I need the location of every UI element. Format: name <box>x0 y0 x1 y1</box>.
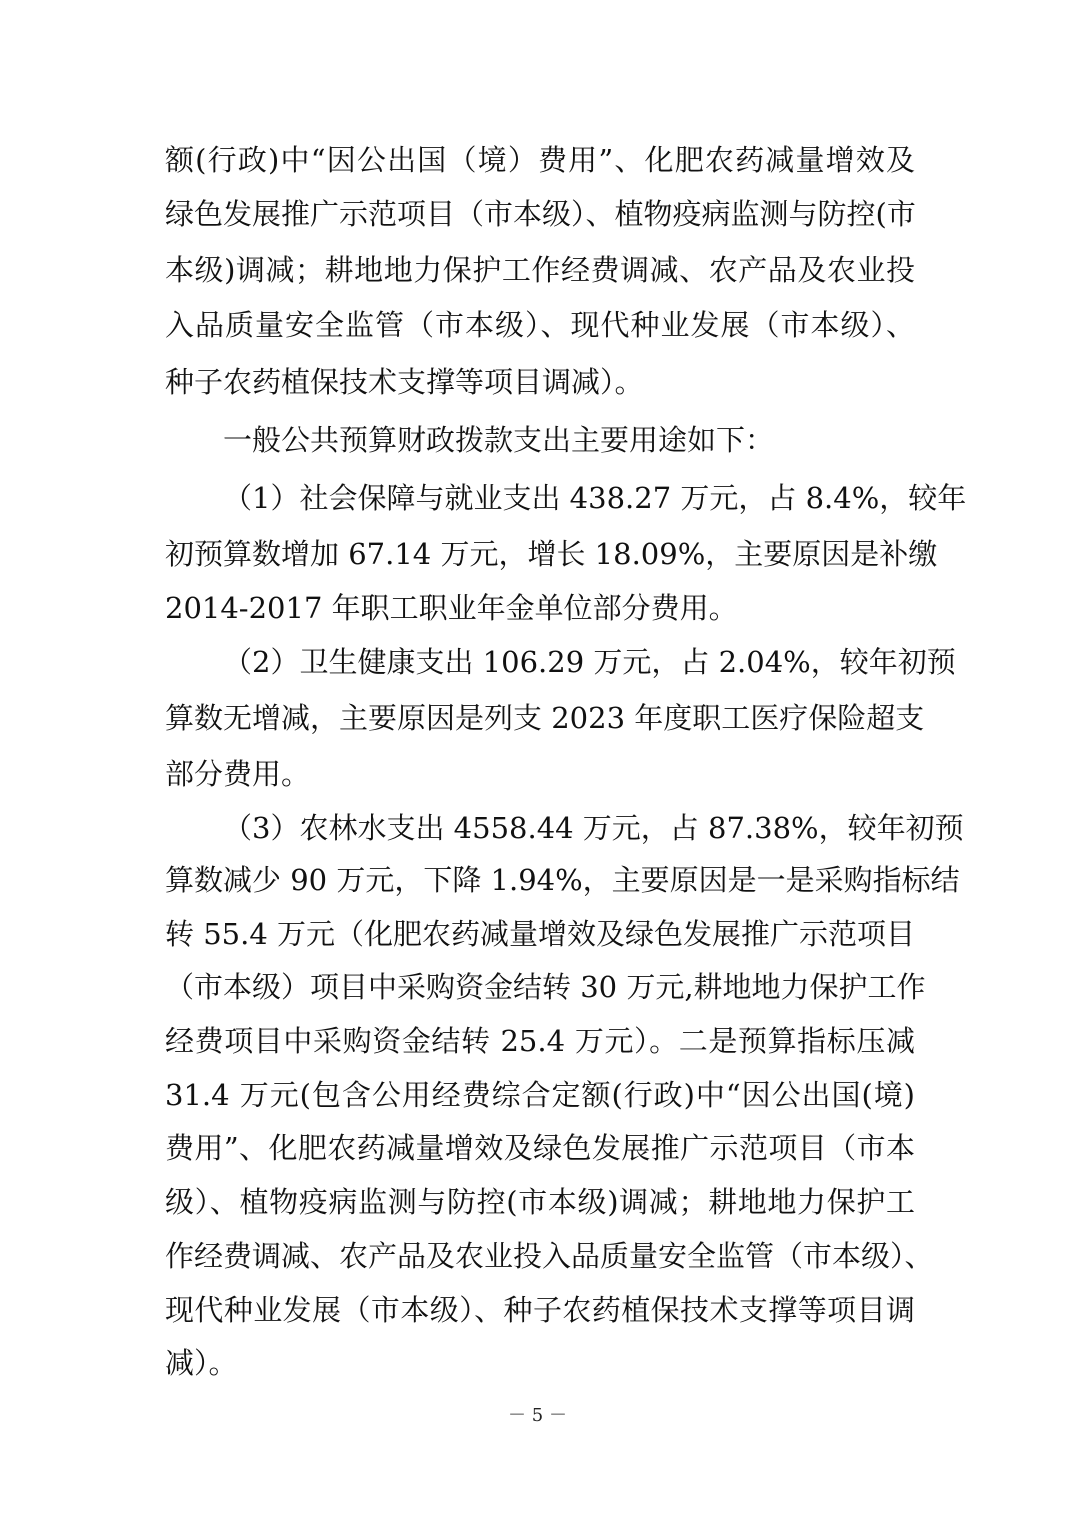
item-3-line-5: 经费项目中采购资金结转 25.4 万元）。二是预算指标压减 <box>165 1024 915 1058</box>
item-3-line-8: 级）、植物疫病监测与防控(市本级)调减；耕地地力保护工 <box>165 1185 915 1219</box>
item-3-line-11: 减）。 <box>165 1346 238 1380</box>
item-2-line-1: （2）卫生健康支出 106.29 万元，占 2.04%，较年初预 <box>223 645 956 679</box>
body-line-5: 种子农药植保技术支撑等项目调减）。 <box>165 365 644 399</box>
item-1-line-3: 2014-2017 年职工职业年金单位部分费用。 <box>165 591 738 625</box>
item-1-line-1: （1）社会保障与就业支出 438.27 万元，占 8.4%，较年 <box>223 481 967 515</box>
paragraph-intro: 一般公共预算财政拨款支出主要用途如下： <box>223 423 775 457</box>
item-3-line-7: 费用”、化肥农药减量增效及绿色发展推广示范项目（市本 <box>165 1131 915 1165</box>
item-3-line-10: 现代种业发展（市本级）、种子农药植保技术支撑等项目调 <box>165 1293 915 1327</box>
body-line-1: 额(行政)中“因公出国（境）费用”、化肥农药减量增效及 <box>165 143 915 177</box>
item-3-line-3: 转 55.4 万元（化肥农药减量增效及绿色发展推广示范项目 <box>165 917 916 951</box>
page-number: － 5 － <box>508 1405 567 1426</box>
body-line-3: 本级)调减；耕地地力保护工作经费调减、农产品及农业投 <box>165 253 915 287</box>
item-3-line-4: （市本级）项目中采购资金结转 30 万元,耕地地力保护工作 <box>165 970 926 1004</box>
body-line-4: 入品质量安全监管（市本级）、现代种业发展（市本级）、 <box>165 308 915 342</box>
item-3-line-2: 算数减少 90 万元，下降 1.94%，主要原因是一是采购指标结 <box>165 863 960 897</box>
item-3-line-6: 31.4 万元(包含公用经费综合定额(行政)中“因公出国(境) <box>165 1078 915 1112</box>
item-2-line-2: 算数无增减，主要原因是列支 2023 年度职工医疗保险超支 <box>165 701 925 735</box>
body-line-2: 绿色发展推广示范项目（市本级）、植物疫病监测与防控(市 <box>165 197 916 231</box>
item-3-line-1: （3）农林水支出 4558.44 万元，占 87.38%，较年初预 <box>223 811 964 845</box>
item-2-line-3: 部分费用。 <box>165 757 311 791</box>
item-3-line-9: 作经费调减、农产品及农业投入品质量安全监管（市本级）、 <box>165 1239 934 1273</box>
item-1-line-2: 初预算数增加 67.14 万元，增长 18.09%，主要原因是补缴 <box>165 537 938 571</box>
